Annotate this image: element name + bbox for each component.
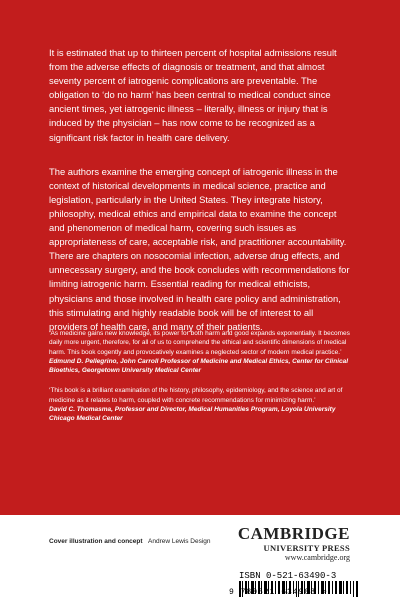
credit-label: Cover illustration and concept [49,538,143,545]
review-quote [49,329,354,375]
description [49,46,354,354]
description-paragraph-2: The authors examine the emerging concept of iatrogenic illness in the context of historical developments in medical science, practice and legislation, particularly in the United States. They integrate history, philosophy, medical ethics and empirical data to examine the concept and phenomenon of medical harm, covering such issues as appropriateness of care, acceptable risk, and practitioner accountability. There are chapters on nosocomial infection, adverse drug effects, and unnecessary surgery, and the book concludes with recommendations for limiting iatrogenic harm. Essential reading for medical ethicists, physicians and those involved in health care policy and administration, this stimulating and highly readable book will be of interest to all providers of health care, and many of their patients. [49,165,350,332]
isbn: ISBN 0-521-63490-3 [239,571,337,581]
footer [0,515,400,600]
review-quotes [49,329,354,435]
barcode-digits: 9 780521 634908 > [229,588,328,597]
quote-text: ‘As medicine gains new knowledge, its power for both harm and good expands exponentially. It becomes daily more urgent, therefore, for all of us to comprehend the ethical and scientific dimensions of medical harm. This book cogently and provocatively examines a neglected sector of modern medical practice.’ [49,330,350,356]
cover-credit [49,538,211,545]
publisher-logo [238,525,350,563]
quote-attribution: Edmund D. Pellegrino, John Carroll Professor of Medicine and Medical Ethics, Center for Clinical Bioethics, Georgetown University Medical Center [49,357,349,375]
credit-value: Andrew Lewis Design [148,538,211,545]
quote-text: ‘This book is a brilliant examination of the history, philosophy, epidemiology, and the science and art of medicine as it relates to harm, coupled with concrete recommendations for minimizing harm.’ [49,387,343,404]
publisher-subtitle: UNIVERSITY PRESS [263,543,350,553]
publisher-url: www.cambridge.org [284,553,350,562]
publisher-name: CAMBRIDGE [237,524,350,543]
review-quote [49,386,354,423]
description-paragraph-1: It is estimated that up to thirteen percent of hospital admissions result from the adverse effects of diagnosis or treatment, and that almost seventy percent of iatrogenic complications are preventable. The obligation to ‘do no harm’ has been central to medical conduct since ancient times, yet iatrogenic illness – literally, illness or injury that is induced by the physician – has now come to be recognized as a significant risk factor in health care delivery. [49,47,337,143]
quote-attribution: David C. Thomasma, Professor and Director, Medical Humanities Program, Loyola University Chicago Medical Center [49,406,336,423]
